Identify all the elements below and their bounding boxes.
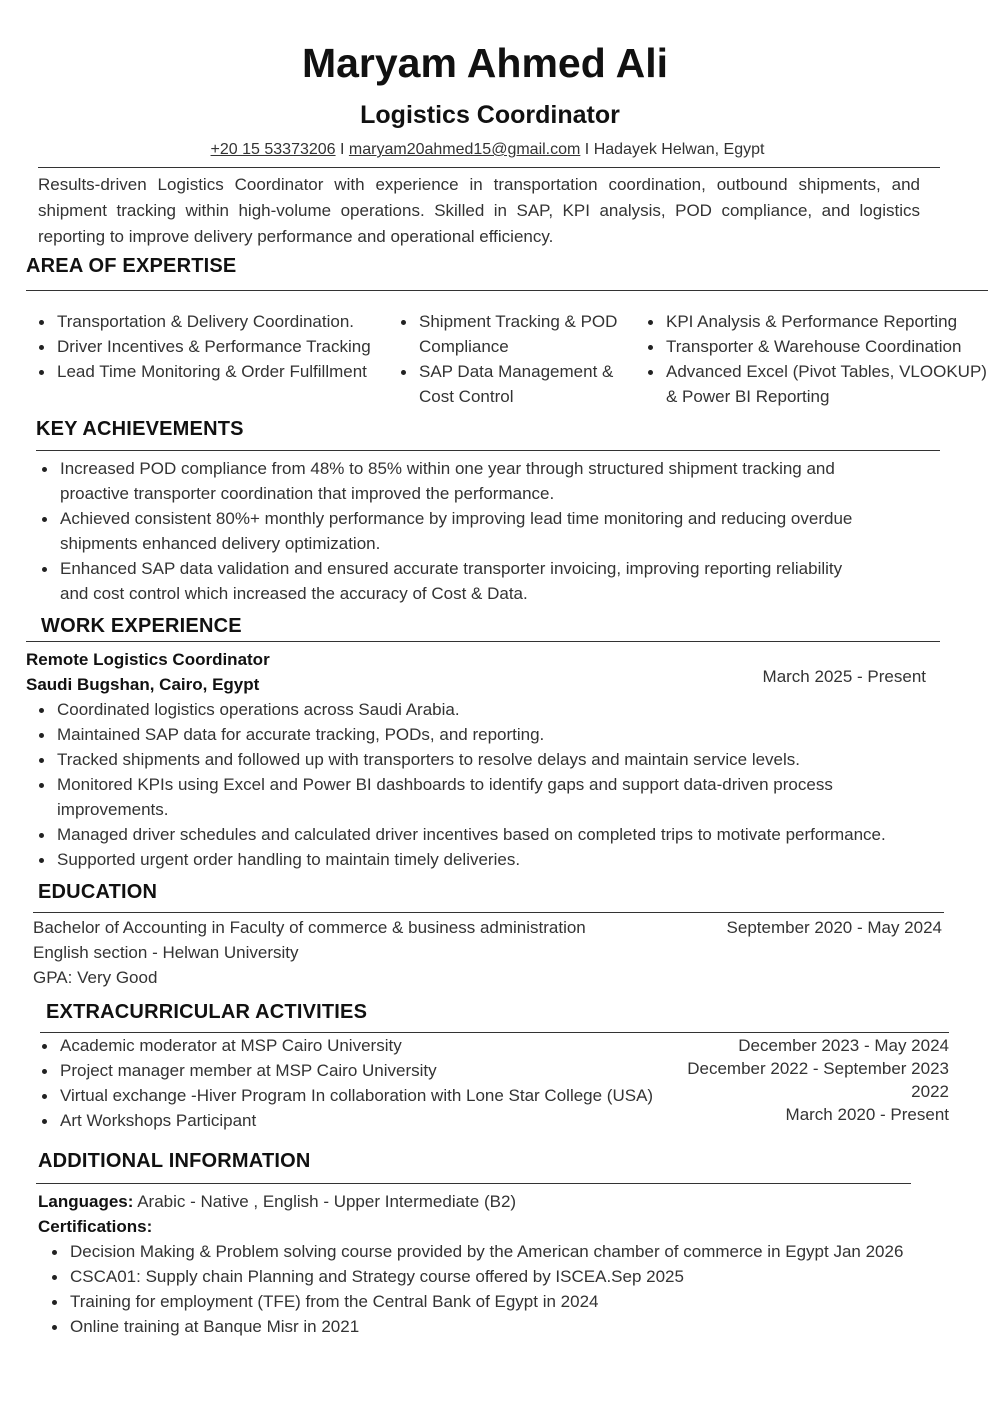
education-dates: September 2020 - May 2024 — [726, 918, 942, 937]
candidate-name: Maryam Ahmed Ali — [301, 40, 669, 86]
list-item: Advanced Excel (Pivot Tables, VLOOKUP) & Power BI Reporting — [646, 359, 991, 409]
list-item: Online training at Banque Misr in 2021 — [50, 1314, 930, 1339]
location-text: I Hadayek Helwan, Egypt — [580, 141, 765, 158]
list-item: Driver Incentives & Performance Tracking — [37, 334, 397, 359]
section-heading-additional: ADDITIONAL INFORMATION — [38, 1150, 311, 1172]
expertise-column-1 — [37, 309, 397, 384]
list-item: Supported urgent order handling to maintain timely deliveries. — [37, 847, 972, 872]
achievements-divider — [36, 450, 940, 451]
list-item: Transportation & Delivery Coordination. — [37, 309, 397, 334]
phone-link[interactable]: +20 15 53373206 — [210, 141, 336, 158]
additional-divider — [36, 1183, 911, 1184]
experience-list — [37, 697, 972, 872]
section-heading-achievements: KEY ACHIEVEMENTS — [36, 418, 244, 440]
education-divider — [33, 912, 944, 913]
header-divider — [38, 167, 940, 168]
activity-date: 2022 — [911, 1082, 949, 1101]
languages-label: Languages: — [38, 1192, 134, 1211]
extracurricular-list — [40, 1033, 720, 1133]
certifications-list — [50, 1239, 930, 1339]
list-item: Decision Making & Problem solving course provided by the American chamber of commerce in Egypt Jan 2026 — [50, 1239, 930, 1264]
list-item: Tracked shipments and followed up with transporters to resolve delays and maintain service levels. — [37, 747, 972, 772]
expertise-divider — [26, 290, 988, 291]
list-item: Virtual exchange -Hiver Program In collaboration with Lone Star College (USA) — [40, 1083, 720, 1108]
languages-value: Arabic - Native , English - Upper Intermediate (B2) — [133, 1192, 517, 1211]
list-item: Coordinated logistics operations across Saudi Arabia. — [37, 697, 972, 722]
education-section: English section - Helwan University — [33, 943, 299, 962]
section-heading-expertise: AREA OF EXPERTISE — [26, 255, 237, 277]
section-heading-experience: WORK EXPERIENCE — [41, 615, 242, 637]
email-link[interactable]: maryam20ahmed15@gmail.com — [348, 141, 581, 158]
job-role: Remote Logistics Coordinator — [26, 650, 270, 669]
certifications-label: Certifications: — [38, 1217, 153, 1236]
activity-date: December 2022 - September 2023 — [687, 1059, 949, 1078]
expertise-column-3 — [646, 309, 991, 409]
education-gpa: GPA: Very Good — [33, 968, 158, 987]
list-item: CSCA01: Supply chain Planning and Strategy course offered by ISCEA.Sep 2025 — [50, 1264, 930, 1289]
achievements-list — [40, 456, 870, 606]
profile-summary: Results-driven Logistics Coordinator with experience in transportation coordination, outbound shipments, and shipment tracking within high-volume operations. Skilled in SAP, KPI analysis, POD compliance, and logistics reporting to improve delivery performance and operational efficiency. — [38, 175, 920, 246]
education-degree: Bachelor of Accounting in Faculty of commerce & business administration — [33, 918, 586, 937]
list-item: KPI Analysis & Performance Reporting — [646, 309, 991, 334]
expertise-column-2 — [399, 309, 637, 409]
list-item: Increased POD compliance from 48% to 85% within one year through structured shipment tracking and proactive transporter coordination that improved the performance. — [40, 456, 870, 506]
job-company: Saudi Bugshan, Cairo, Egypt — [26, 675, 260, 694]
experience-divider — [26, 641, 940, 642]
list-item: Shipment Tracking & POD Compliance — [399, 309, 637, 359]
extracurricular-dates — [640, 1034, 949, 1126]
languages-line — [38, 1189, 516, 1214]
list-item: Project manager member at MSP Cairo University — [40, 1058, 720, 1083]
activity-date: December 2023 - May 2024 — [738, 1036, 949, 1055]
contact-separator: I — [335, 141, 349, 158]
list-item: Achieved consistent 80%+ monthly performance by improving lead time monitoring and reducing overdue shipments enhanced delivery optimization. — [40, 506, 870, 556]
list-item: Transporter & Warehouse Coordination — [646, 334, 991, 359]
section-heading-extracurricular: EXTRACURRICULAR ACTIVITIES — [46, 1001, 368, 1023]
activity-date: March 2020 - Present — [785, 1105, 949, 1124]
job-dates: March 2025 - Present — [762, 667, 926, 686]
job-title: Logistics Coordinator — [360, 101, 620, 129]
section-heading-education: EDUCATION — [38, 881, 158, 903]
list-item: Maintained SAP data for accurate tracking, PODs, and reporting. — [37, 722, 972, 747]
list-item: Training for employment (TFE) from the Central Bank of Egypt in 2024 — [50, 1289, 930, 1314]
list-item: Academic moderator at MSP Cairo University — [40, 1033, 720, 1058]
list-item: Managed driver schedules and calculated driver incentives based on completed trips to motivate performance. — [37, 822, 972, 847]
list-item: Art Workshops Participant — [40, 1108, 720, 1133]
list-item: Lead Time Monitoring & Order Fulfillment — [37, 359, 397, 384]
contact-line — [0, 141, 975, 159]
list-item: Monitored KPIs using Excel and Power BI dashboards to identify gaps and support data-driven process improvements. — [37, 772, 972, 822]
list-item: SAP Data Management & Cost Control — [399, 359, 637, 409]
list-item: Enhanced SAP data validation and ensured accurate transporter invoicing, improving reporting reliability and cost control which increased the accuracy of Cost & Data. — [40, 556, 870, 606]
